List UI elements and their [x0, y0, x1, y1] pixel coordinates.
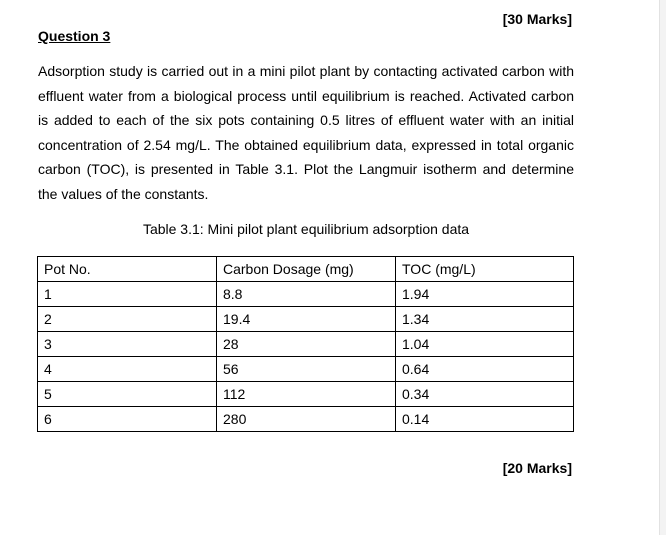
table-row [38, 282, 574, 307]
cell-pot-no: 1 [38, 282, 217, 307]
cell-carbon-dosage: 112 [217, 382, 396, 407]
equilibrium-data-table [37, 256, 574, 432]
table-caption: Table 3.1: Mini pilot plant equilibrium adsorption data [142, 221, 470, 237]
marks-label-bottom: [20 Marks] [502, 460, 572, 476]
cell-pot-no: 6 [38, 407, 217, 432]
cell-carbon-dosage: 56 [217, 357, 396, 382]
table-header-row [38, 257, 574, 282]
cell-carbon-dosage: 19.4 [217, 307, 396, 332]
table-row [38, 332, 574, 357]
cell-pot-no: 4 [38, 357, 217, 382]
table-row [38, 357, 574, 382]
question-title: Question 3 [38, 28, 111, 44]
cell-carbon-dosage: 8.8 [217, 282, 396, 307]
cell-toc: 1.94 [396, 282, 574, 307]
cell-toc: 0.34 [396, 382, 574, 407]
header-carbon-dosage: Carbon Dosage (mg) [217, 257, 396, 282]
cell-toc: 0.14 [396, 407, 574, 432]
page-edge [659, 0, 666, 535]
table-row [38, 407, 574, 432]
table-row [38, 382, 574, 407]
marks-label-top: [30 Marks] [502, 11, 572, 27]
cell-pot-no: 3 [38, 332, 217, 357]
cell-carbon-dosage: 280 [217, 407, 396, 432]
cell-toc: 1.04 [396, 332, 574, 357]
header-toc: TOC (mg/L) [396, 257, 574, 282]
cell-toc: 1.34 [396, 307, 574, 332]
cell-pot-no: 5 [38, 382, 217, 407]
cell-pot-no: 2 [38, 307, 217, 332]
question-body: Adsorption study is carried out in a mini pilot plant by contacting activated carbon with effluent water from a biological process until equilibrium is reached. Activated carbon is added to each of the six pots containing 0.5 litres of effluent water with an initial concentration of 2.54 mg/L. The obtained equilibrium data, expressed in total organic carbon (TOC), is presented in Table 3.1. Plot the Langmuir isotherm and determine the values of the constants. [38, 63, 574, 202]
cell-toc: 0.64 [396, 357, 574, 382]
table-row [38, 307, 574, 332]
cell-carbon-dosage: 28 [217, 332, 396, 357]
header-pot-no: Pot No. [38, 257, 217, 282]
